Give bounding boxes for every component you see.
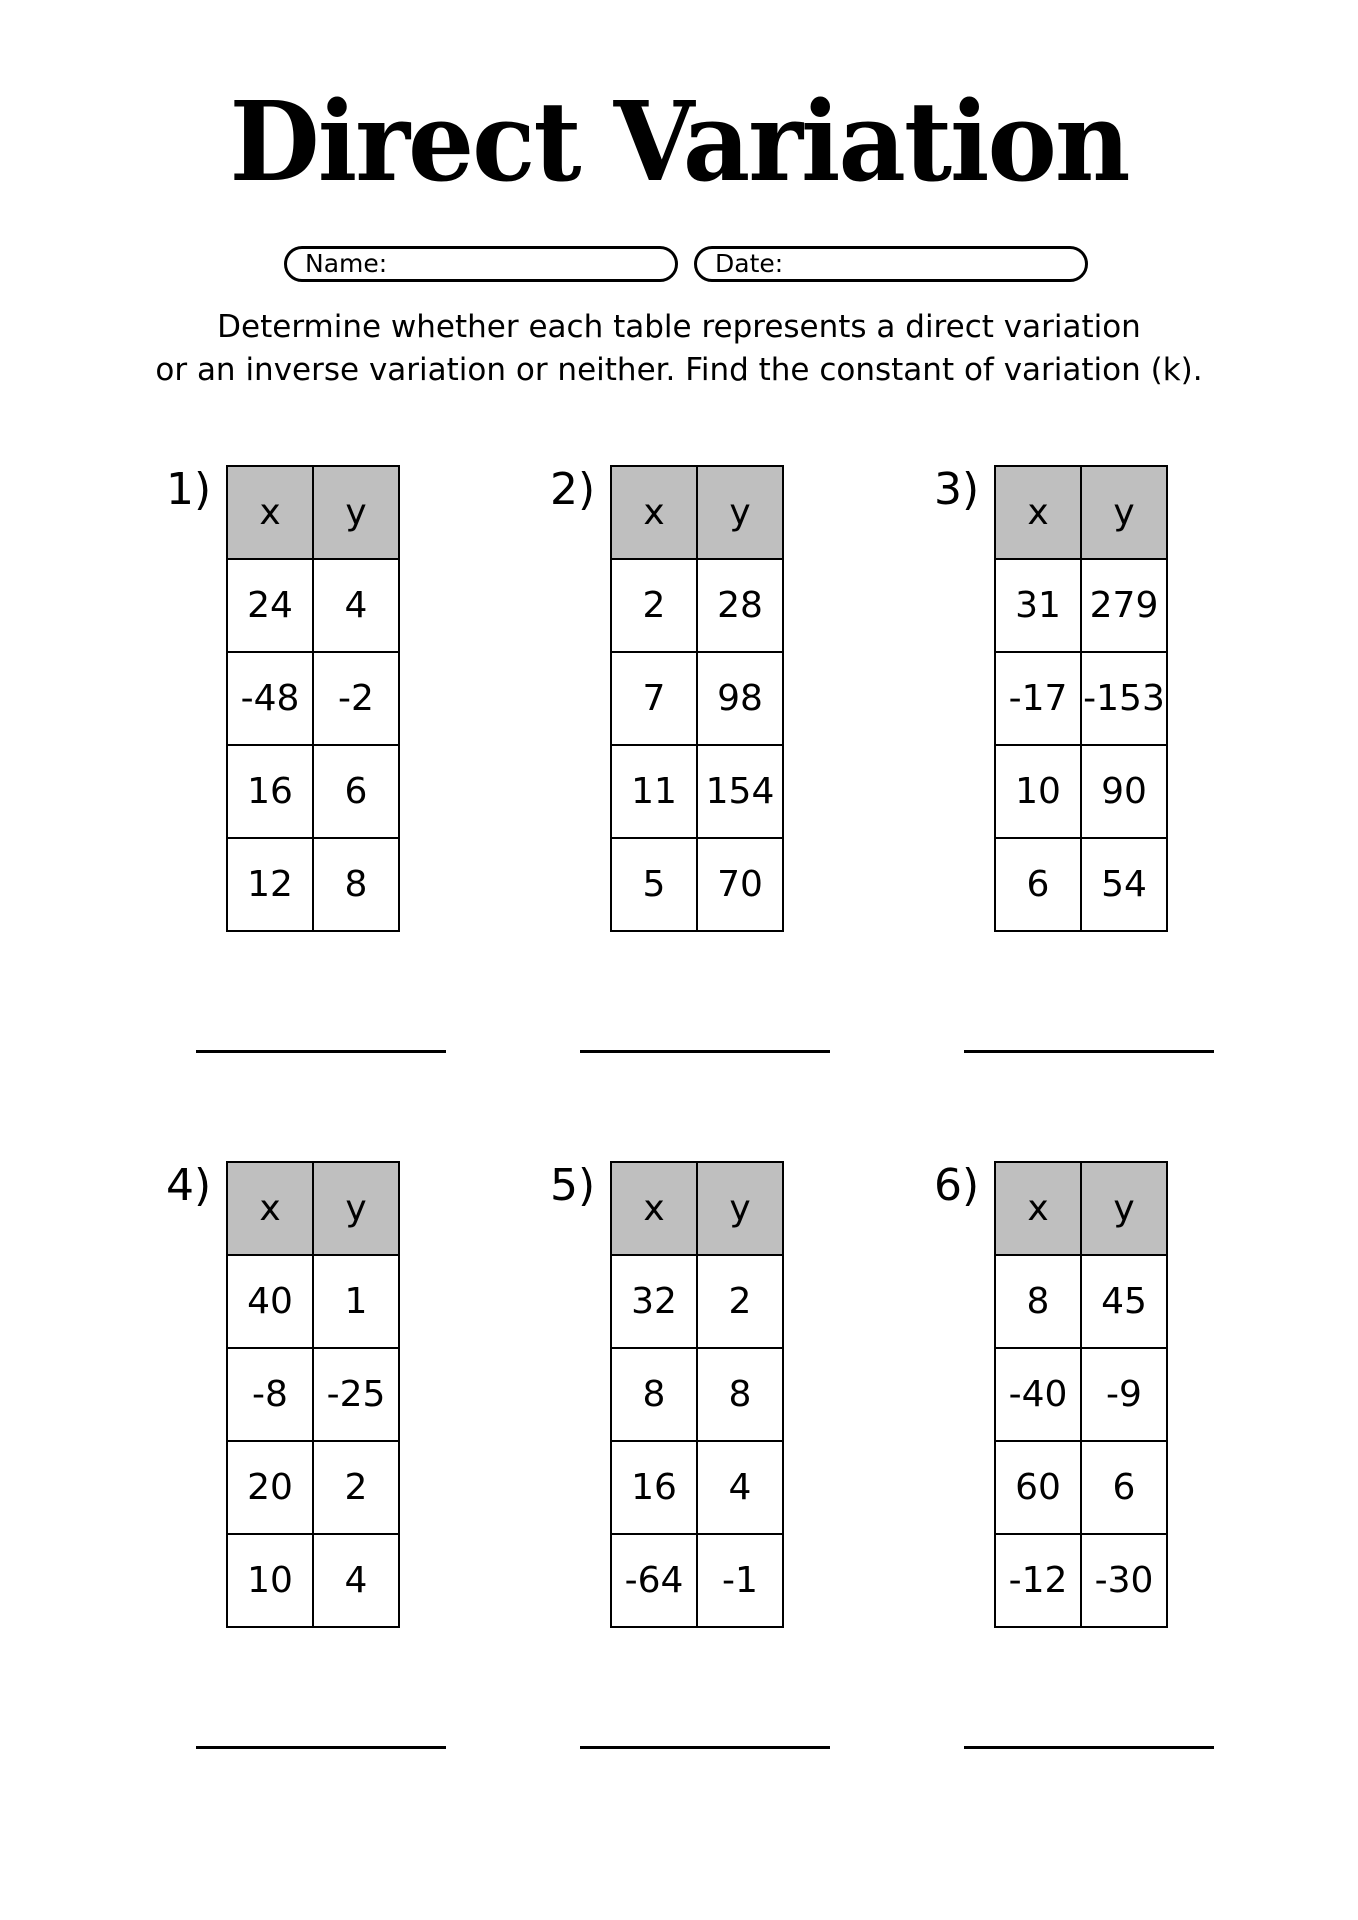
y-value-cell: -30 bbox=[1081, 1534, 1167, 1627]
variation-table bbox=[610, 1161, 784, 1628]
x-value-cell: 10 bbox=[227, 1534, 313, 1627]
y-value-cell: 2 bbox=[313, 1441, 399, 1534]
table-row bbox=[227, 1441, 399, 1534]
y-value-cell: 1 bbox=[313, 1255, 399, 1348]
table-row bbox=[995, 1441, 1167, 1534]
table-header-row bbox=[227, 1162, 399, 1255]
y-value-cell: 6 bbox=[313, 745, 399, 838]
table-row bbox=[227, 652, 399, 745]
table-header-row bbox=[611, 466, 783, 559]
y-value-cell: 4 bbox=[313, 1534, 399, 1627]
problem-number: 1) bbox=[166, 464, 212, 515]
table-row bbox=[227, 745, 399, 838]
answer-line[interactable] bbox=[964, 1746, 1214, 1749]
answer-line[interactable] bbox=[580, 1050, 830, 1053]
x-value-cell: 11 bbox=[611, 745, 697, 838]
y-value-cell: -2 bbox=[313, 652, 399, 745]
variation-table bbox=[610, 465, 784, 932]
y-value-cell: 8 bbox=[313, 838, 399, 931]
problem-number: 2) bbox=[550, 464, 596, 515]
x-value-cell: 60 bbox=[995, 1441, 1081, 1534]
name-label: Name: bbox=[305, 249, 388, 278]
y-value-cell: 6 bbox=[1081, 1441, 1167, 1534]
column-header: x bbox=[611, 466, 697, 559]
table-row bbox=[995, 559, 1167, 652]
x-value-cell: 40 bbox=[227, 1255, 313, 1348]
table-row bbox=[611, 1255, 783, 1348]
column-header: y bbox=[313, 1162, 399, 1255]
x-value-cell: 10 bbox=[995, 745, 1081, 838]
table-row bbox=[995, 838, 1167, 931]
table-header-row bbox=[227, 466, 399, 559]
table-header-row bbox=[611, 1162, 783, 1255]
problem-2 bbox=[550, 465, 880, 935]
x-value-cell: 16 bbox=[227, 745, 313, 838]
x-value-cell: 12 bbox=[227, 838, 313, 931]
answer-line[interactable] bbox=[196, 1746, 446, 1749]
table-row bbox=[995, 1255, 1167, 1348]
x-value-cell: 5 bbox=[611, 838, 697, 931]
problem-5 bbox=[550, 1161, 880, 1631]
table-row bbox=[611, 1534, 783, 1627]
x-value-cell: 16 bbox=[611, 1441, 697, 1534]
date-label: Date: bbox=[715, 249, 784, 278]
y-value-cell: -1 bbox=[697, 1534, 783, 1627]
y-value-cell: 154 bbox=[697, 745, 783, 838]
problem-number: 3) bbox=[934, 464, 980, 515]
problem-3 bbox=[934, 465, 1264, 935]
table-row bbox=[611, 838, 783, 931]
x-value-cell: 32 bbox=[611, 1255, 697, 1348]
x-value-cell: 20 bbox=[227, 1441, 313, 1534]
y-value-cell: 45 bbox=[1081, 1255, 1167, 1348]
table-row bbox=[227, 559, 399, 652]
y-value-cell: 98 bbox=[697, 652, 783, 745]
problem-number: 4) bbox=[166, 1160, 212, 1211]
table-row bbox=[995, 652, 1167, 745]
y-value-cell: 4 bbox=[313, 559, 399, 652]
instructions bbox=[0, 306, 1358, 392]
y-value-cell: -9 bbox=[1081, 1348, 1167, 1441]
table-header-row bbox=[995, 1162, 1167, 1255]
variation-table bbox=[226, 465, 400, 932]
y-value-cell: 279 bbox=[1081, 559, 1167, 652]
problem-1 bbox=[166, 465, 496, 935]
table-row bbox=[611, 1441, 783, 1534]
worksheet-title: Direct Variation bbox=[229, 76, 1129, 207]
column-header: x bbox=[227, 1162, 313, 1255]
answer-line[interactable] bbox=[964, 1050, 1214, 1053]
column-header: y bbox=[313, 466, 399, 559]
x-value-cell: -8 bbox=[227, 1348, 313, 1441]
y-value-cell: -25 bbox=[313, 1348, 399, 1441]
x-value-cell: -12 bbox=[995, 1534, 1081, 1627]
y-value-cell: -153 bbox=[1081, 652, 1167, 745]
x-value-cell: -64 bbox=[611, 1534, 697, 1627]
x-value-cell: 7 bbox=[611, 652, 697, 745]
problem-6 bbox=[934, 1161, 1264, 1631]
column-header: y bbox=[1081, 466, 1167, 559]
y-value-cell: 90 bbox=[1081, 745, 1167, 838]
table-row bbox=[227, 1255, 399, 1348]
column-header: x bbox=[995, 1162, 1081, 1255]
table-row bbox=[611, 652, 783, 745]
y-value-cell: 54 bbox=[1081, 838, 1167, 931]
x-value-cell: 6 bbox=[995, 838, 1081, 931]
table-row bbox=[227, 838, 399, 931]
x-value-cell: -40 bbox=[995, 1348, 1081, 1441]
instructions-line-2: or an inverse variation or neither. Find the constant of variation (k). bbox=[155, 352, 1203, 388]
date-field[interactable] bbox=[694, 246, 1088, 282]
table-row bbox=[611, 559, 783, 652]
column-header: x bbox=[995, 466, 1081, 559]
instructions-line-1: Determine whether each table represents a direct variation bbox=[217, 309, 1141, 345]
name-field[interactable] bbox=[284, 246, 678, 282]
y-value-cell: 8 bbox=[697, 1348, 783, 1441]
problem-number: 5) bbox=[550, 1160, 596, 1211]
y-value-cell: 4 bbox=[697, 1441, 783, 1534]
x-value-cell: -48 bbox=[227, 652, 313, 745]
column-header: y bbox=[1081, 1162, 1167, 1255]
answer-line[interactable] bbox=[196, 1050, 446, 1053]
y-value-cell: 28 bbox=[697, 559, 783, 652]
table-row bbox=[227, 1534, 399, 1627]
table-row bbox=[995, 1534, 1167, 1627]
x-value-cell: 31 bbox=[995, 559, 1081, 652]
column-header: x bbox=[611, 1162, 697, 1255]
variation-table bbox=[226, 1161, 400, 1628]
x-value-cell: -17 bbox=[995, 652, 1081, 745]
table-row bbox=[611, 745, 783, 838]
answer-line[interactable] bbox=[580, 1746, 830, 1749]
table-row bbox=[611, 1348, 783, 1441]
problem-4 bbox=[166, 1161, 496, 1631]
table-header-row bbox=[995, 466, 1167, 559]
y-value-cell: 2 bbox=[697, 1255, 783, 1348]
variation-table bbox=[994, 1161, 1168, 1628]
x-value-cell: 24 bbox=[227, 559, 313, 652]
y-value-cell: 70 bbox=[697, 838, 783, 931]
table-row bbox=[995, 745, 1167, 838]
variation-table bbox=[994, 465, 1168, 932]
column-header: x bbox=[227, 466, 313, 559]
x-value-cell: 8 bbox=[995, 1255, 1081, 1348]
table-row bbox=[227, 1348, 399, 1441]
x-value-cell: 2 bbox=[611, 559, 697, 652]
x-value-cell: 8 bbox=[611, 1348, 697, 1441]
problem-number: 6) bbox=[934, 1160, 980, 1211]
column-header: y bbox=[697, 1162, 783, 1255]
column-header: y bbox=[697, 466, 783, 559]
table-row bbox=[995, 1348, 1167, 1441]
